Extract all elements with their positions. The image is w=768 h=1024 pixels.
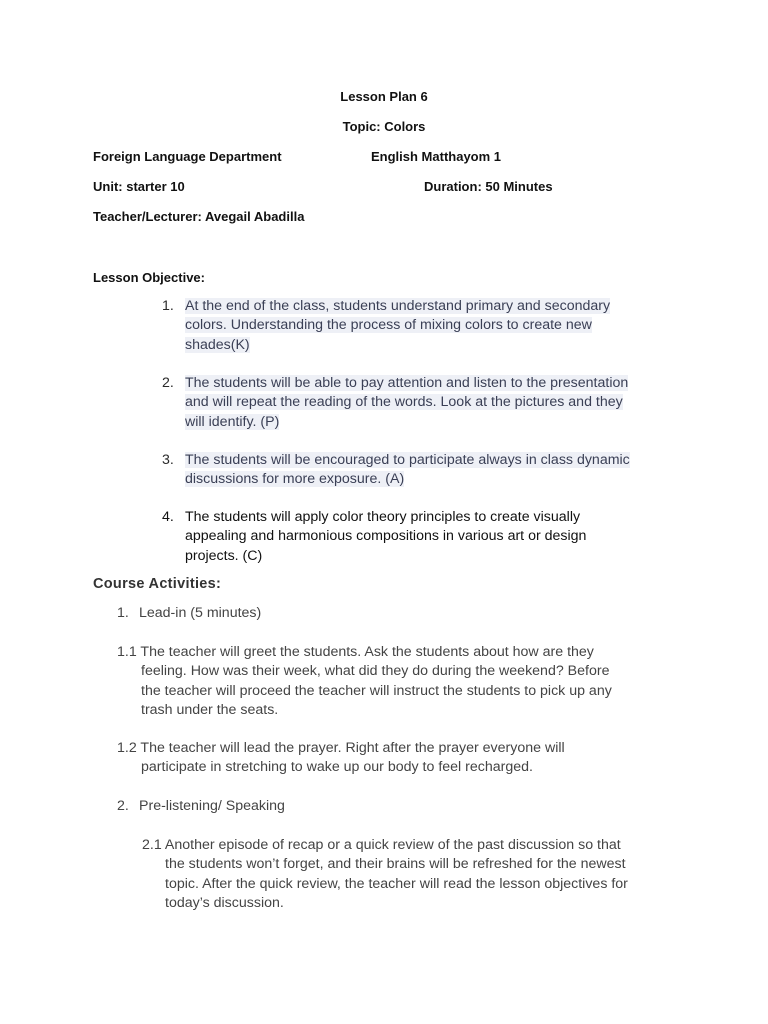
- activity-line: topic. After the quick review, the teacher will read the lesson objectives for: [165, 875, 628, 892]
- activity-pre-listening: Pre-listening/ Speaking: [139, 798, 285, 814]
- objective-line: and will repeat the reading of the words. Look at the pictures and they: [185, 394, 623, 411]
- objective-number: 4.: [162, 509, 174, 525]
- duration-label: Duration: 50 Minutes: [424, 179, 553, 194]
- activity-line: trash under the seats.: [141, 702, 279, 719]
- activity-1-1: [117, 643, 677, 721]
- course-label: English Matthayom 1: [371, 149, 502, 164]
- objective-line: The students will apply color theory principles to create visually: [185, 509, 581, 525]
- objective-line: will identify. (P): [185, 413, 280, 430]
- teacher-label: Teacher/Lecturer: Avegail Abadilla: [93, 209, 305, 224]
- activity-number: 2.: [117, 798, 129, 814]
- activity-1-2: [117, 739, 677, 778]
- objective-text: [185, 451, 630, 490]
- activity-line: 1.2 The teacher will lead the prayer. Right after the prayer everyone will: [117, 740, 565, 756]
- objective-line: colors. Understanding the process of mixing colors to create new: [185, 317, 592, 334]
- activity-line: the students won’t forget, and their brains will be refreshed for the newest: [165, 856, 626, 873]
- activity-lead-in: Lead-in (5 minutes): [139, 605, 262, 621]
- objective-line: discussions for more exposure. (A): [185, 471, 405, 488]
- activity-line: participate in stretching to wake up our body to feel recharged.: [141, 759, 533, 776]
- objective-text: [185, 508, 586, 566]
- lesson-topic: Topic: Colors: [342, 119, 426, 134]
- objective-line: The students will be encouraged to participate always in class dynamic: [185, 452, 630, 468]
- objective-number: 3.: [162, 452, 174, 468]
- activity-line: feeling. How was their week, what did they do during the weekend? Before: [141, 663, 610, 680]
- objective-number: 1.: [162, 298, 174, 314]
- activity-line: the teacher will proceed the teacher will instruct the students to pick up any: [141, 682, 612, 699]
- activity-number: 1.: [117, 605, 129, 621]
- activity-line: today’s discussion.: [165, 895, 284, 912]
- activity-line: 1.1 The teacher will greet the students. Ask the students about how are they: [117, 644, 594, 660]
- activity-line: 2.1 Another episode of recap or a quick review of the past discussion so that: [142, 837, 621, 853]
- activities-heading: Course Activities:: [93, 576, 222, 592]
- objectives-heading: Lesson Objective:: [93, 270, 205, 285]
- activity-2-1: [142, 836, 702, 914]
- objective-line: The students will be able to pay attention and listen to the presentation: [185, 375, 629, 391]
- objective-text: [185, 297, 610, 355]
- department-label: Foreign Language Department: [93, 149, 282, 164]
- unit-label: Unit: starter 10: [93, 179, 185, 194]
- objective-number: 2.: [162, 375, 174, 391]
- objective-line: shades(K): [185, 336, 250, 353]
- objective-text: [185, 374, 628, 432]
- lesson-title: Lesson Plan 6: [340, 89, 428, 104]
- objective-line: At the end of the class, students understand primary and secondary: [185, 298, 611, 314]
- objective-line: appealing and harmonious compositions in various art or design: [185, 528, 587, 545]
- objective-line: projects. (C): [185, 547, 263, 564]
